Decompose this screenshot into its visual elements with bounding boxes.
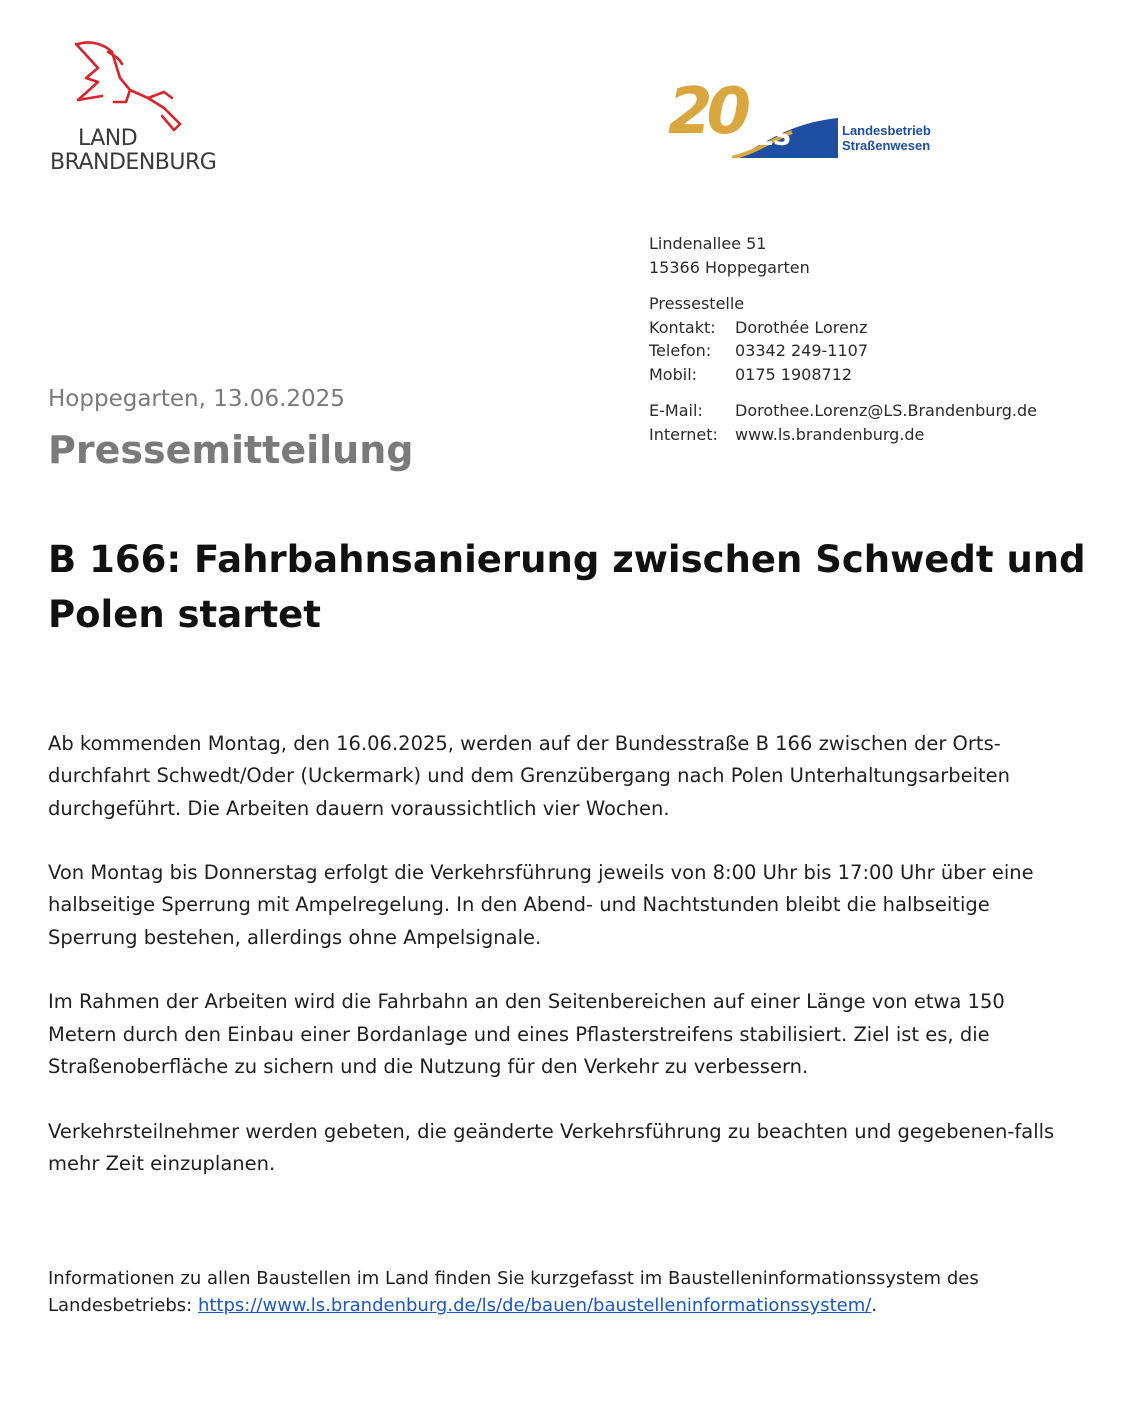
address-street: Lindenallee 51 bbox=[649, 234, 767, 253]
contact-row bbox=[649, 339, 1037, 363]
mobile-label: Mobil: bbox=[649, 364, 698, 384]
contact-person: Dorothée Lorenz bbox=[735, 317, 868, 337]
mobile-value: 0175 1908712 bbox=[735, 364, 853, 384]
internet-label: Internet: bbox=[649, 424, 718, 444]
internet-value: www.ls.brandenburg.de bbox=[735, 424, 925, 444]
red-eagle-icon bbox=[68, 38, 218, 138]
headline: B 166: Fahrbahnsanierung zwischen Schwedt und Polen startet bbox=[48, 538, 1086, 636]
ls-name bbox=[842, 123, 931, 153]
email-value: Dorothee.Lorenz@LS.Brandenburg.de bbox=[735, 401, 1037, 420]
paragraph: Ab kommenden Montag, den 16.06.2025, werden auf der Bundesstraße B 166 zwischen der Orts-durchfahrt Schwedt/Oder (Uckermark) und dem Grenzübergang nach Polen Unterhaltungsarbeiten durchgeführt. Die Arbeiten dauern voraussichtlich vier Wochen. bbox=[48, 732, 1011, 820]
paragraph: Verkehrsteilnehmer werden gebeten, die geänderte Verkehrsführung zu beachten und gegebenen-falls mehr Zeit einzuplanen. bbox=[48, 1119, 1055, 1175]
baustellen-link[interactable]: https://www.ls.brandenburg.de/ls/de/bauen/baustelleninformationssystem/ bbox=[197, 1295, 872, 1316]
email-label: E-Mail: bbox=[649, 401, 703, 420]
landesbetrieb-strassenwesen-logo bbox=[664, 75, 964, 170]
contact-row bbox=[649, 316, 1037, 340]
contact-block bbox=[649, 232, 1037, 446]
address-city: 15366 Hoppegarten bbox=[649, 257, 810, 277]
contact-row bbox=[649, 399, 1037, 423]
info-text: Informationen zu allen Baustellen im Land finden Sie kurzgefasst im Baustelleninformationssystem des Landesbetriebs: bbox=[48, 1268, 979, 1316]
document-type: Pressemitteilung bbox=[48, 428, 414, 472]
land-brandenburg-logo bbox=[48, 38, 238, 178]
anniversary-number: 20 bbox=[668, 75, 746, 149]
contact-row bbox=[649, 423, 1037, 447]
info-footer bbox=[48, 1265, 1088, 1319]
ls-name-line2: Straßenwesen bbox=[842, 138, 931, 153]
press-office: Pressestelle bbox=[649, 294, 745, 313]
date-line: Hoppegarten, 13.06.2025 bbox=[48, 386, 345, 412]
contact-label: Kontakt: bbox=[649, 317, 716, 337]
info-suffix: . bbox=[871, 1295, 878, 1316]
logo-text-land: LAND bbox=[78, 126, 138, 151]
phone-value: 03342 249-1107 bbox=[735, 341, 869, 360]
ls-badge-text: LS bbox=[756, 122, 792, 152]
paragraph: Im Rahmen der Arbeiten wird die Fahrbahn an den Seitenbereichen auf einer Länge von etwa 150 Metern durch den Einbau einer Bordanlage und eines Pflasterstreifens stabilisiert. Ziel ist es, die Straßenoberfläche zu sichern und die Nutzung für den Verkehr zu verbessern. bbox=[48, 990, 1005, 1078]
logo-text-brandenburg: BRANDENBURG bbox=[50, 150, 217, 175]
paragraph: Von Montag bis Donnerstag erfolgt die Verkehrsführung jeweils von 8:00 Uhr bis 17:00 Uhr über eine halbseitige Sperrung mit Ampelregelung. In den Abend- und Nachtstunden bleibt die halbseitige Sperrung bestehen, allerdings ohne Ampelsignale. bbox=[48, 861, 1034, 949]
ls-name-line1: Landesbetrieb bbox=[842, 123, 931, 138]
contact-row bbox=[649, 363, 1037, 387]
phone-label: Telefon: bbox=[649, 341, 712, 360]
body-text bbox=[48, 728, 1068, 1212]
